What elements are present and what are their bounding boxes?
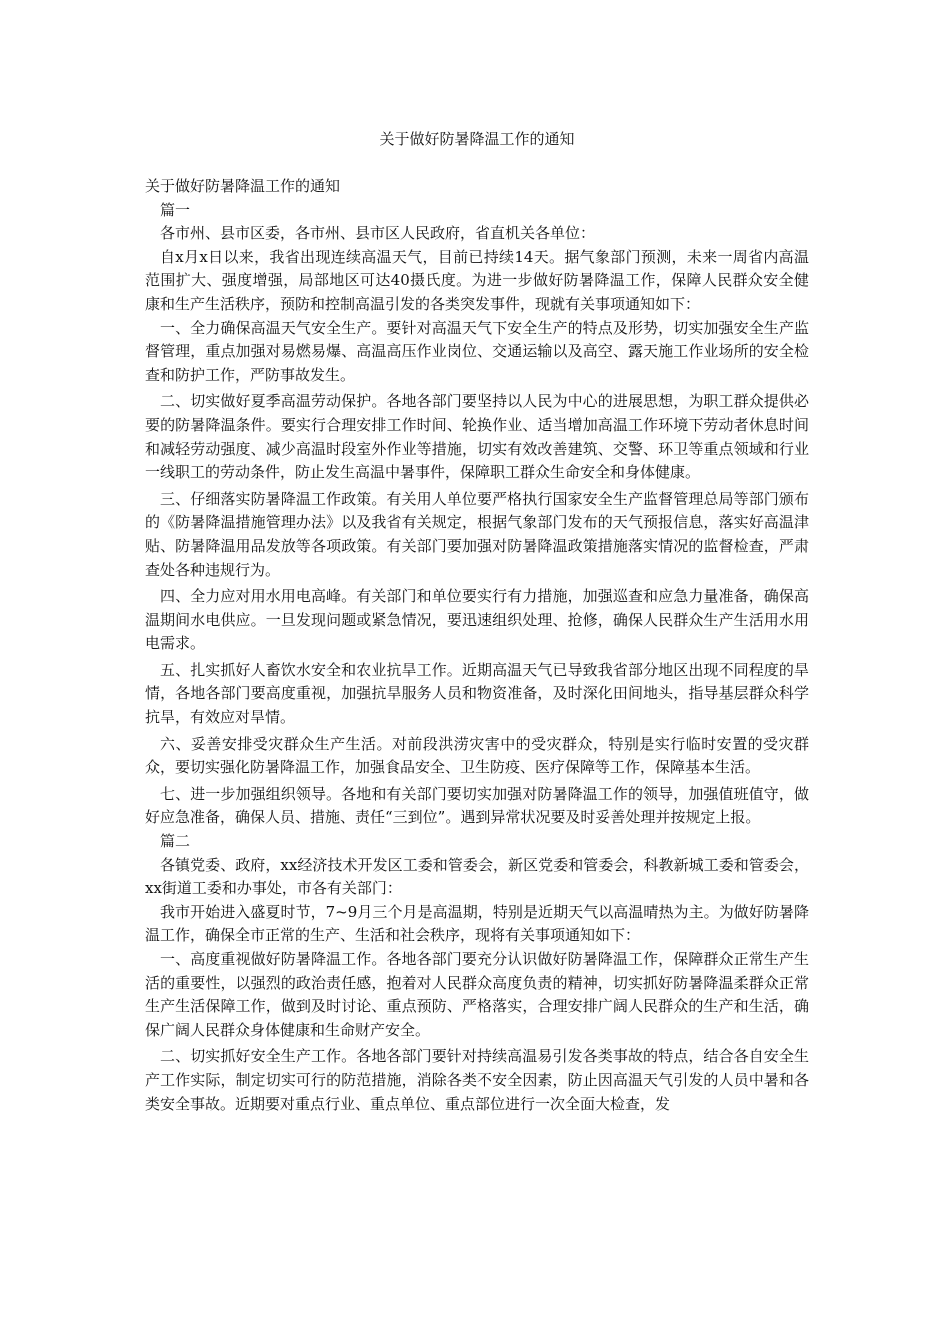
paragraph-intro-1: 自x月x日以来，我省出现连续高温天气，目前已持续14天。据气象部门预测，未来一周省内高温范围扩大、强度增强，局部地区可达40摄氏度。为进一步做好防暑降温工作，保障人民群众安全健康和生产生活秩序，预防和控制高温引发的各类突发事件，现就有关事项通知如下： xyxy=(145,247,809,313)
paragraph-item-1-1: 一、全力确保高温天气安全生产。要针对高温天气下安全生产的特点及形势，切实加强安全生产监督管理，重点加强对易燃易爆、高温高压作业岗位、交通运输以及高空、露天施工作业场所的安全检查和防护工作，严防事故发生。 xyxy=(145,318,809,384)
section-label-2: 篇二 xyxy=(160,832,191,851)
salutation-1: 各市州、县市区委，各市州、县市区人民政府，省直机关各单位： xyxy=(160,224,596,243)
body-heading: 关于做好防暑降温工作的通知 xyxy=(145,177,341,195)
paragraph-item-2-2: 二、切实抓好安全生产工作。各地各部门要针对持续高温易引发各类事故的特点，结合各自安全生产工作实际，制定切实可行的防范措施，消除各类不安全因素，防止因高温天气引发的人员中暑和各类安全事故。近期要对重点行业、重点单位、重点部位进行一次全面大检查，发 xyxy=(145,1047,809,1113)
paragraph-item-2-1: 一、高度重视做好防暑降温工作。各地各部门要充分认识做好防暑降温工作，保障群众正常生产生活的重要性，以强烈的政治责任感，抱着对人民群众高度负责的精神，切实抓好防暑降温柔群众正常生产生活保障工作，做到及时讨论、重点预防、严格落实，合理安排广阔人民群众的生产和生活，确保广阔人民群众身体健康和生命财产安全。 xyxy=(145,950,809,1039)
paragraph-item-1-3: 三、仔细落实防暑降温工作政策。有关用人单位要严格执行国家安全生产监督管理总局等部门颁布的《防暑降温措施管理办法》以及我省有关规定，根据气象部门发布的天气预报信息，落实好高温津贴、防暑降温用品发放等各项政策。有关部门要加强对防暑降温政策措施落实情况的监督检查，严肃查处各种违规行为。 xyxy=(145,489,809,579)
document-body xyxy=(145,175,809,1116)
paragraph-item-1-4: 四、全力应对用水用电高峰。有关部门和单位要实行有力措施，加强巡查和应急力量准备，确保高温期间水电供应。一旦发现问题或紧急情况，要迅速组织处理、抢修，确保人民群众生产生活用水用电需求。 xyxy=(145,587,809,653)
section-label-1: 篇一 xyxy=(160,200,191,219)
paragraph-item-1-6: 六、妥善安排受灾群众生产生活。对前段洪涝灾害中的受灾群众，特别是实行临时安置的受灾群众，要切实强化防暑降温工作，加强食品安全、卫生防疫、医疗保障等工作，保障基本生活。 xyxy=(145,734,809,777)
paragraph-item-1-5: 五、扎实抓好人畜饮水安全和农业抗旱工作。近期高温天气已导致我省部分地区出现不同程度的旱情，各地各部门要高度重视，加强抗旱服务人员和物资准备，及时深化田间地头，指导基层群众科学抗旱，有效应对旱情。 xyxy=(145,660,809,727)
salutation-2: 各镇党委、政府，xx经济技术开发区工委和管委会，新区党委和管委会，科教新城工委和管委会，xx街道工委和办事处，市各有关部门： xyxy=(145,855,809,898)
paragraph-item-1-7: 七、进一步加强组织领导。各地和有关部门要切实加强对防暑降温工作的领导，加强值班值守，做好应急准备，确保人员、措施、责任“三到位”。遇到异常状况要及时妥善处理并按规定上报。 xyxy=(145,784,809,827)
document-title: 关于做好防暑降温工作的通知 xyxy=(379,130,575,148)
paragraph-item-1-2: 二、切实做好夏季高温劳动保护。各地各部门要坚持以人民为中心的进展思想，为职工群众提供必要的防暑降温条件。要实行合理安排工作时间、轮换作业、适当增加高温工作环境下劳动者休息时间和减轻劳动强度、减少高温时段室外作业等措施，切实有效改善建筑、交警、环卫等重点领域和行业一线职工的劳动条件，防止发生高温中暑事件，保障职工群众生命安全和身体健康。 xyxy=(145,392,809,482)
paragraph-intro-2: 我市开始进入盛夏时节，7~9月三个月是高温期，特别是近期天气以高温晴热为主。为做好防暑降温工作，确保全市正常的生产、生活和社会秩序，现将有关事项通知如下： xyxy=(145,902,809,945)
